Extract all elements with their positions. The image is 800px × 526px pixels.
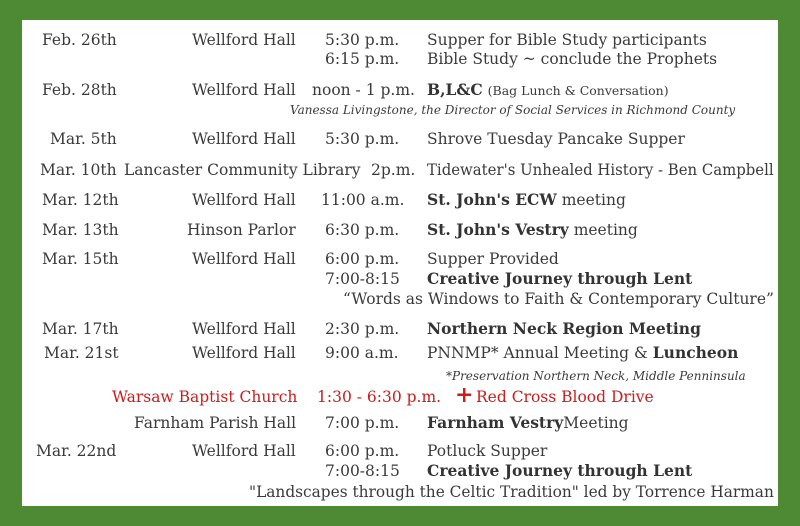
location-cell: Warsaw Baptist Church <box>112 388 298 406</box>
event-title: B,L&C <box>427 80 483 99</box>
time-cell: 11:00 a.m. <box>321 191 405 209</box>
event-detail: meeting <box>573 221 638 239</box>
event-cell <box>427 81 669 100</box>
event-detail: Meeting <box>563 414 629 432</box>
date-cell: Mar. 12th <box>42 191 119 209</box>
event-title: St. John's ECW <box>427 190 557 209</box>
date-cell: Feb. 26th <box>42 31 117 49</box>
time-cell: 1:30 - 6:30 p.m. <box>317 388 442 406</box>
event-title: St. John's Vestry <box>427 220 569 239</box>
event-cell: Bible Study ~ conclude the Prophets <box>427 50 718 68</box>
event-detail: (Bag Lunch & Conversation) <box>487 83 669 98</box>
event-subtitle: “Words as Windows to Faith & Contemporary Culture” <box>343 290 774 308</box>
event-title: Farnham Vestry <box>427 413 564 432</box>
event-note: *Preservation Northern Neck, Middle Penninsula <box>446 369 746 383</box>
location-cell: Wellford Hall <box>192 320 296 338</box>
event-detail: PNNMP* Annual Meeting & <box>427 344 648 362</box>
date-cell: Feb. 28th <box>42 81 117 99</box>
location-cell: Hinson Parlor <box>187 221 296 239</box>
event-title: Creative Journey through Lent <box>427 461 693 480</box>
time-cell: 5:30 p.m. <box>325 130 400 148</box>
location-cell: Wellford Hall <box>192 81 296 99</box>
event-cell <box>427 344 738 362</box>
event-cell <box>427 414 629 432</box>
date-cell: Mar. 17th <box>42 320 119 338</box>
time-cell: noon - 1 p.m. <box>312 81 415 99</box>
date-cell: Mar. 5th <box>50 130 117 148</box>
location-cell: Wellford Hall <box>192 130 296 148</box>
time-cell: 6:15 p.m. <box>325 50 400 68</box>
event-cell: Supper Provided <box>427 250 559 268</box>
date-cell: Mar. 21st <box>44 344 119 362</box>
time-cell: 5:30 p.m. <box>325 31 400 49</box>
location-cell: Wellford Hall <box>192 250 296 268</box>
time-cell: 6:30 p.m. <box>325 221 400 239</box>
red-cross-icon: + <box>455 382 474 408</box>
time-cell: 2:30 p.m. <box>325 320 400 338</box>
event-cell: Red Cross Blood Drive <box>476 388 654 406</box>
event-cell: Supper for Bible Study participants <box>427 31 707 49</box>
time-cell: 9:00 a.m. <box>325 344 399 362</box>
location-cell: Wellford Hall <box>192 31 296 49</box>
event-cell <box>427 191 626 209</box>
schedule-panel <box>22 20 778 506</box>
time-cell: 7:00-8:15 <box>325 462 400 480</box>
event-note: Vanessa Livingstone, the Director of Social Services in Richmond County <box>290 103 736 117</box>
event-subtitle: "Landscapes through the Celtic Tradition" led by Torrence Harman <box>249 483 774 501</box>
time-cell: 2p.m. <box>371 161 416 179</box>
time-cell: 7:00-8:15 <box>325 270 400 288</box>
event-detail: meeting <box>561 191 626 209</box>
location-cell: Lancaster Community Library <box>124 161 361 179</box>
event-cell <box>427 221 638 239</box>
location-cell: Farnham Parish Hall <box>134 414 297 432</box>
event-title: Creative Journey through Lent <box>427 269 693 288</box>
event-cell: Shrove Tuesday Pancake Supper <box>427 130 685 148</box>
date-cell: Mar. 10th <box>40 161 117 179</box>
event-cell: Potluck Supper <box>427 442 548 460</box>
time-cell: 6:00 p.m. <box>325 250 400 268</box>
time-cell: 6:00 p.m. <box>325 442 400 460</box>
time-cell: 7:00 p.m. <box>325 414 400 432</box>
event-cell: Tidewater's Unhealed History - Ben Campbell <box>427 161 774 179</box>
date-cell: Mar. 13th <box>42 221 119 239</box>
event-title: Northern Neck Region Meeting <box>427 319 701 338</box>
event-title: Luncheon <box>652 343 739 362</box>
date-cell: Mar. 15th <box>42 250 119 268</box>
location-cell: Wellford Hall <box>192 191 296 209</box>
location-cell: Wellford Hall <box>192 344 296 362</box>
date-cell: Mar. 22nd <box>36 442 117 460</box>
location-cell: Wellford Hall <box>192 442 296 460</box>
